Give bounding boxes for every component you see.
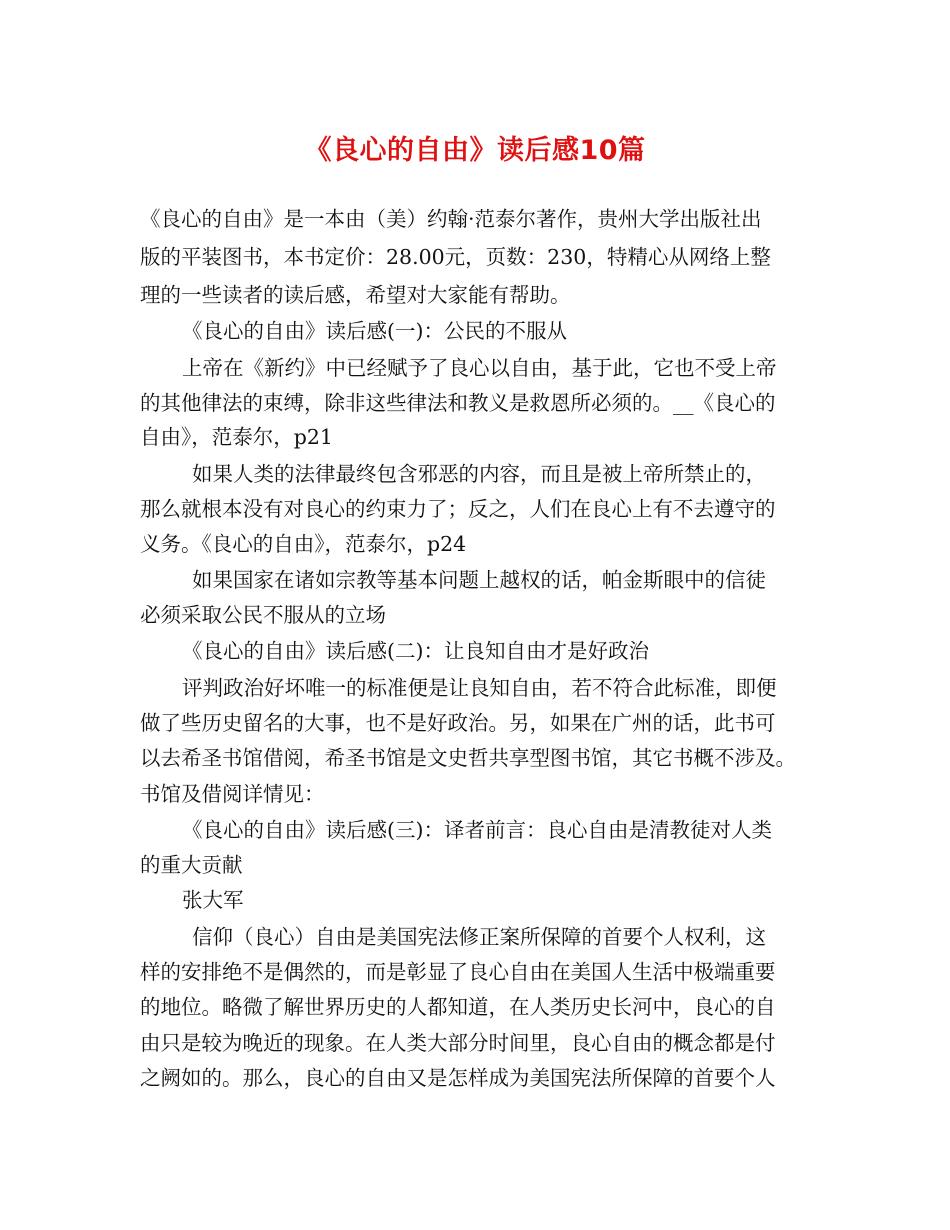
paragraph-line: 的其他律法的束缚，除非这些律法和教义是救恩所必须的。__《良心的 (140, 391, 776, 415)
paragraph-line: 的地位。略微了解世界历史的人都知道，在人类历史长河中，良心的自 (140, 995, 776, 1019)
paragraph-line: 以去希圣书馆借阅，希圣书馆是文史哲共享型图书馆，其它书概不涉及。 (140, 746, 796, 770)
paragraph-line: 那么就根本没有对良心的约束力了；反之，人们在良心上有不去遵守的 (140, 497, 776, 521)
paragraph-line: 理的一些读者的读后感，希望对大家能有帮助。 (140, 283, 571, 307)
paragraph-line: 信仰（良心）自由是美国宪法修正案所保障的首要个人权利，这 (192, 925, 766, 949)
author-name: 张大军 (182, 888, 244, 912)
section-heading: 《良心的自由》读后感(二)：让良知自由才是好政治 (182, 639, 649, 663)
paragraph-line: 之阙如的。那么，良心的自由又是怎样成为美国宪法所保障的首要个人 (140, 1066, 776, 1090)
section-heading: 《良心的自由》读后感(三)：译者前言：良心自由是清教徒对人类 (182, 818, 772, 842)
document-title: 《良心的自由》读后感10篇 (304, 135, 646, 166)
paragraph-line: 由只是较为晚近的现象。在人类大部分时间里，良心自由的概念都是付 (140, 1031, 776, 1055)
paragraph-line: 上帝在《新约》中已经赋予了良心以自由，基于此，它也不受上帝 (182, 356, 777, 380)
section-heading: 的重大贡献 (140, 853, 243, 877)
paragraph-line: 版的平装图书，本书定价：28.00元，页数：230，特精心从网络上整 (140, 245, 771, 269)
paragraph-line: 义务。《良心的自由》，范泰尔，p24 (140, 532, 467, 556)
section-heading: 《良心的自由》读后感(一)：公民的不服从 (182, 319, 567, 343)
paragraph-line: 做了些历史留名的大事，也不是好政治。另，如果在广州的话，此书可 (140, 711, 776, 735)
paragraph-line: 书馆及借阅详情见： (140, 782, 325, 806)
paragraph-line: 自由》，范泰尔，p21 (140, 425, 333, 449)
paragraph-line: 《良心的自由》是一本由（美）约翰·范泰尔著作，贵州大学出版社出 (140, 207, 762, 231)
paragraph-line: 如果国家在诸如宗教等基本问题上越权的话，帕金斯眼中的信徒 (192, 568, 766, 592)
paragraph-line: 样的安排绝不是偶然的，而是彰显了良心自由在美国人生活中极端重要 (140, 960, 776, 984)
paragraph-line: 必须采取公民不服从的立场 (140, 603, 386, 627)
paragraph-line: 评判政治好坏唯一的标准便是让良知自由，若不符合此标准，即便 (182, 676, 777, 700)
paragraph-line: 如果人类的法律最终包含邪恶的内容，而且是被上帝所禁止的， (192, 462, 766, 486)
